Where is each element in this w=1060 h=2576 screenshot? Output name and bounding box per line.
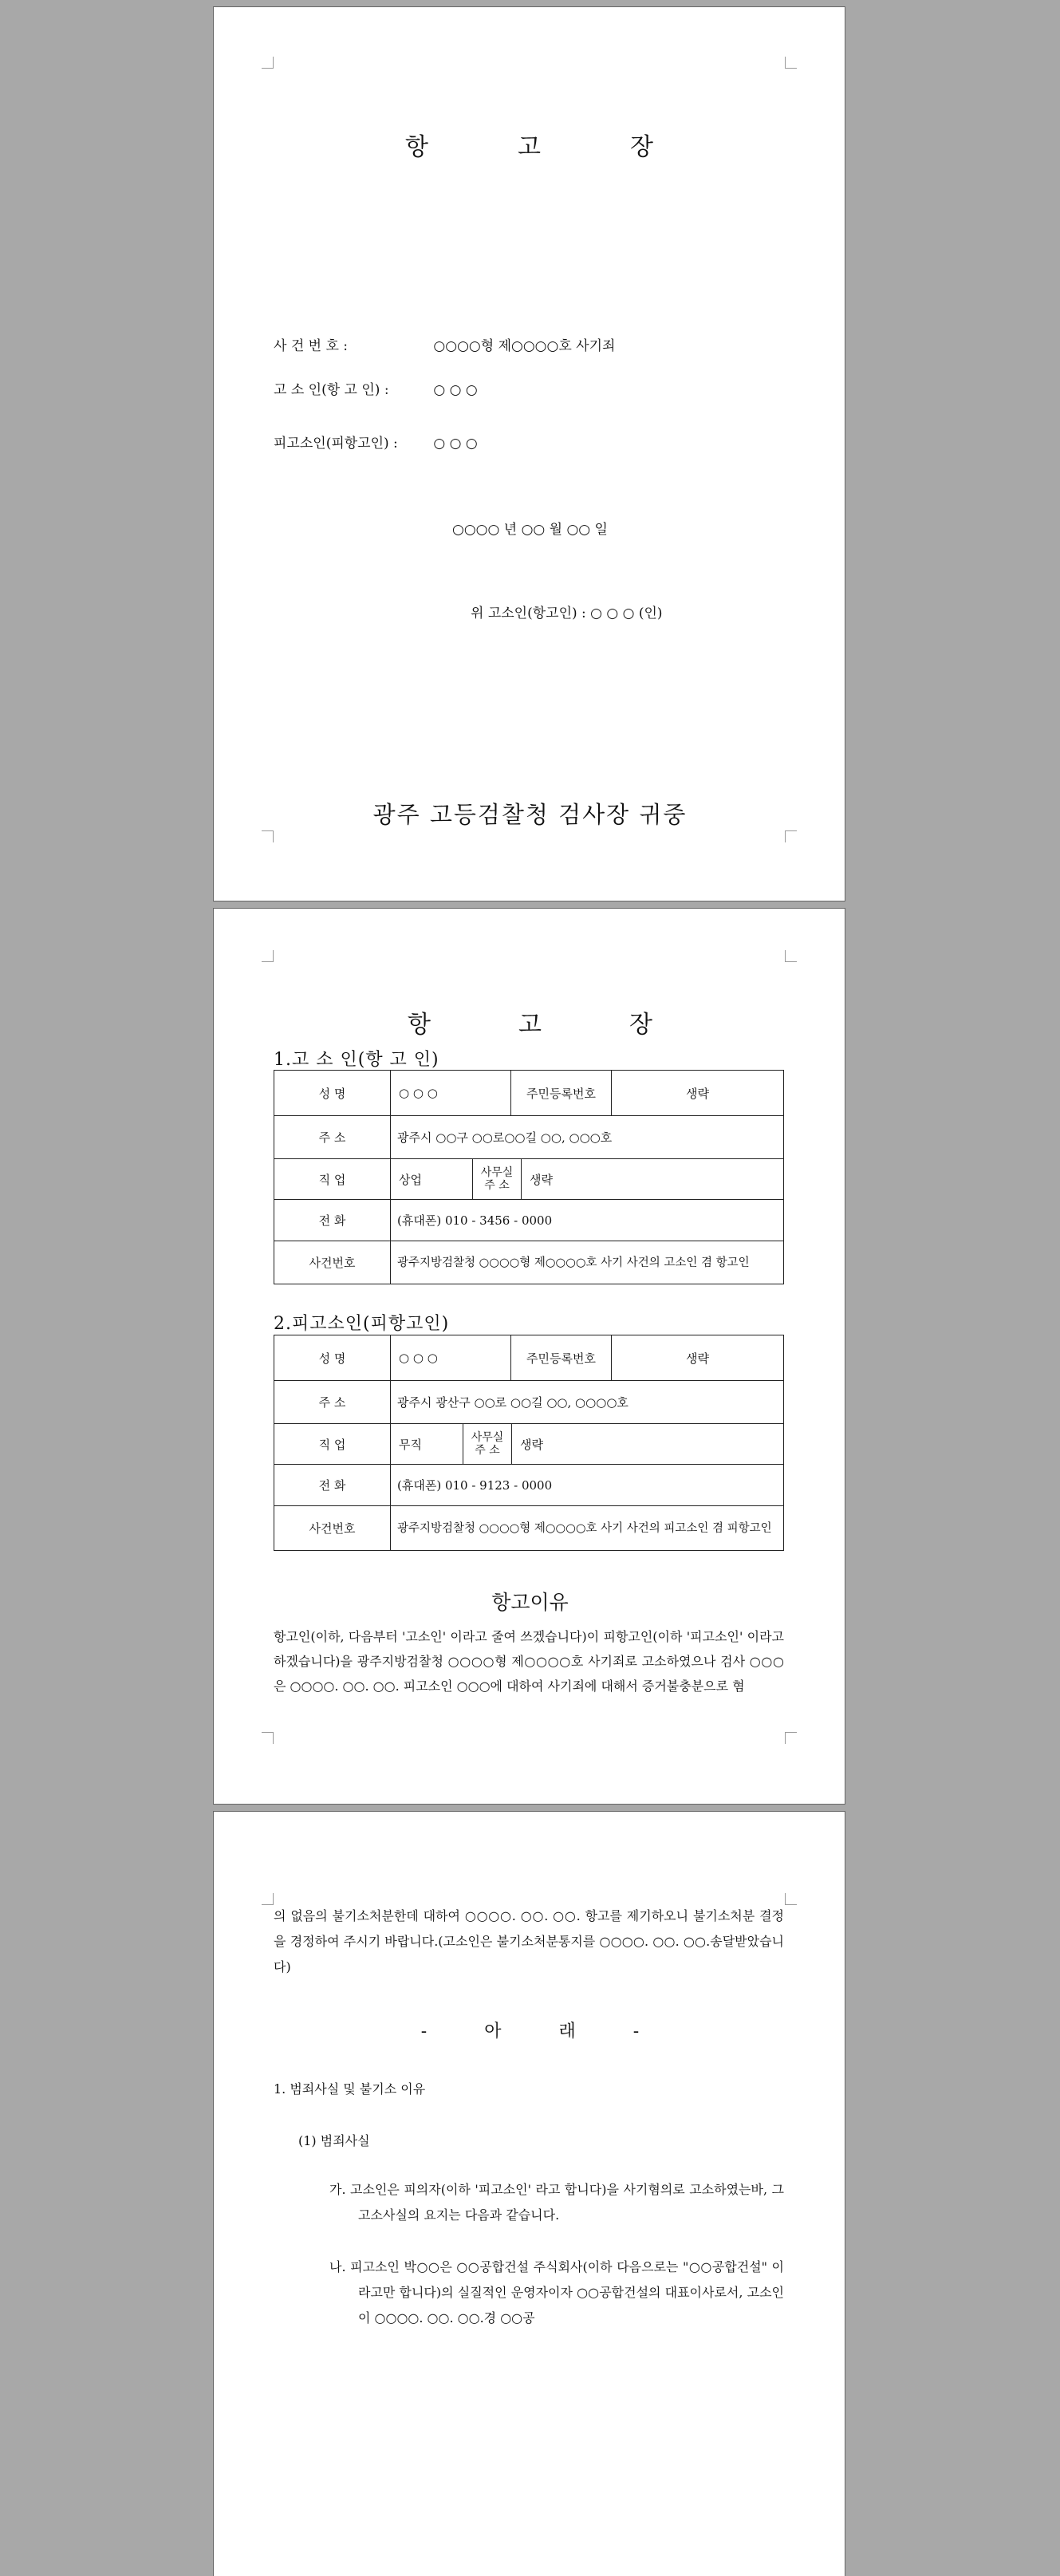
case-number-value: 광주지방검찰청 ○○○○형 제○○○○호 사기 사건의 피고소인 겸 피항고인	[391, 1506, 784, 1551]
office-address-label: 사무실 주 소	[472, 1159, 522, 1199]
address-value: 광주시 광산구 ○○로 ○○길 ○○, ○○○○호	[391, 1381, 784, 1424]
address-label: 주 소	[274, 1381, 391, 1424]
phone-value: (휴대폰) 010 - 9123 - 0000	[391, 1465, 784, 1506]
defendant-table	[274, 1335, 784, 1551]
occupation-value: 무직	[399, 1437, 422, 1452]
crop-mark	[262, 830, 274, 842]
phone-value: (휴대폰) 010 - 3456 - 0000	[391, 1200, 784, 1241]
address-value: 광주시 ○○구 ○○로○○길 ○○, ○○○호	[391, 1116, 784, 1159]
case-number-label: 사건번호	[274, 1241, 391, 1284]
addressee: 광주 고등검찰청 검사장 귀중	[372, 801, 688, 828]
crop-mark	[785, 830, 797, 842]
table-row	[274, 1071, 784, 1116]
section-heading-complainant: 1.고 소 인(항 고 인)	[274, 1050, 439, 1070]
page-title	[214, 127, 846, 162]
defendant-label: 피고소인(피항고인) :	[274, 436, 398, 452]
id-number-label: 주민등록번호	[510, 1335, 611, 1380]
name-value: ○ ○ ○	[399, 1086, 438, 1100]
case-number-row	[274, 334, 615, 354]
section-heading-defendant: 2.피고소인(피항고인)	[274, 1314, 450, 1334]
phone-label: 전 화	[274, 1465, 391, 1506]
table-row	[274, 1159, 784, 1200]
signature-line: 위 고소인(항고인) : ○ ○ ○ (인)	[471, 606, 663, 621]
list-item: 나. 피고소인 박○○은 ○○공합건설 주식회사(이하 다음으로는 "○○공합건설" 이라고만 합니다)의 실질적인 운영자이자 ○○공합건설의 대표이사로서, 고소인이 ○○○○. ○○. ○○.경 ○○공	[329, 2259, 784, 2326]
crop-mark	[262, 57, 274, 69]
reason-paragraph-continued: 의 없음의 불기소처분한데 대하여 ○○○○. ○○. ○○. 항고를 제기하오니 불기소처분 결정을 경정하여 주시기 바랍니다.(고소인은 불기소처분통지를 ○○○○. ○○. ○○.송달받았습니다)	[274, 1908, 784, 1974]
heading-char: -	[420, 2022, 428, 2041]
name-label: 성 명	[274, 1071, 391, 1116]
document-page-2	[213, 908, 845, 1805]
page-title	[214, 1004, 846, 1039]
reason-paragraph: 항고인(이하, 다음부터 '고소인' 이라고 줄여 쓰겠습니다)이 피항고인(이하 '피고소인' 이라고 하겠습니다)을 광주지방검찰청 ○○○○형 제○○○○호 사기죄로 고소하였으나 검사 ○○○은 ○○○○. ○○. ○○. 피고소인 ○○○에 대하여 사기죄에 대해서 증거불충분으로 혐	[274, 1629, 784, 1694]
occupation-label: 직 업	[274, 1424, 391, 1465]
crop-mark	[785, 1732, 797, 1744]
complainant-value: ○ ○ ○	[433, 382, 478, 398]
section-title-reason: 항고이유	[491, 1591, 569, 1614]
occupation-value: 상업	[399, 1172, 422, 1187]
name-label: 성 명	[274, 1335, 391, 1381]
crop-mark	[785, 950, 797, 962]
filing-date: ○○○○ 년 ○○ 월 ○○ 일	[452, 522, 608, 538]
crop-mark	[262, 950, 274, 962]
list-item: 가. 고소인은 피의자(이하 '피고소인' 라고 합니다)을 사기혐의로 고소하였는바, 그 고소사실의 요지는 다음과 같습니다.	[329, 2182, 784, 2223]
table-row	[274, 1424, 784, 1465]
title-char: 항	[408, 1011, 431, 1039]
defendant-row	[274, 432, 478, 452]
title-char: 장	[629, 133, 655, 161]
table-row	[274, 1200, 784, 1241]
table-row	[274, 1116, 784, 1159]
document-page-1	[213, 6, 845, 901]
complainant-label: 고 소 인(항 고 인) :	[274, 382, 389, 398]
table-row	[274, 1465, 784, 1506]
section-heading: 1. 범죄사실 및 불기소 이유	[274, 2081, 426, 2097]
case-number-value: ○○○○형 제○○○○호 사기죄	[433, 338, 616, 354]
defendant-value: ○ ○ ○	[433, 436, 478, 452]
office-address-value: 생략	[520, 1437, 543, 1452]
office-address-label: 사무실 주 소	[463, 1424, 512, 1464]
id-number-value: 생략	[611, 1071, 783, 1115]
title-char: 항	[405, 133, 430, 161]
occupation-label: 직 업	[274, 1159, 391, 1200]
id-number-label: 주민등록번호	[510, 1071, 611, 1115]
table-row	[274, 1506, 784, 1551]
table-row	[274, 1335, 784, 1381]
office-address-value: 생략	[530, 1172, 553, 1187]
case-number-label: 사 건 번 호 :	[274, 338, 349, 354]
case-number-label: 사건번호	[274, 1506, 391, 1551]
name-value: ○ ○ ○	[399, 1351, 438, 1365]
address-label: 주 소	[274, 1116, 391, 1159]
document-page-3	[213, 1811, 845, 2576]
heading-below	[214, 2018, 846, 2042]
subsection-heading: (1) 범죄사실	[298, 2133, 370, 2148]
phone-label: 전 화	[274, 1200, 391, 1241]
heading-char: -	[632, 2022, 640, 2041]
heading-char: 아	[484, 2022, 502, 2041]
case-number-value: 광주지방검찰청 ○○○○형 제○○○○호 사기 사건의 고소인 겸 항고인	[391, 1241, 784, 1284]
complainant-table	[274, 1070, 784, 1284]
crop-mark	[785, 1893, 797, 1905]
title-char: 고	[518, 1011, 542, 1039]
crop-mark	[262, 1732, 274, 1744]
heading-char: 래	[558, 2022, 576, 2041]
crop-mark	[262, 1893, 274, 1905]
id-number-value: 생략	[611, 1335, 783, 1380]
complainant-row	[274, 378, 478, 398]
table-row	[274, 1381, 784, 1424]
table-row	[274, 1241, 784, 1284]
title-char: 고	[518, 133, 542, 161]
title-char: 장	[629, 1011, 652, 1039]
crop-mark	[785, 57, 797, 69]
